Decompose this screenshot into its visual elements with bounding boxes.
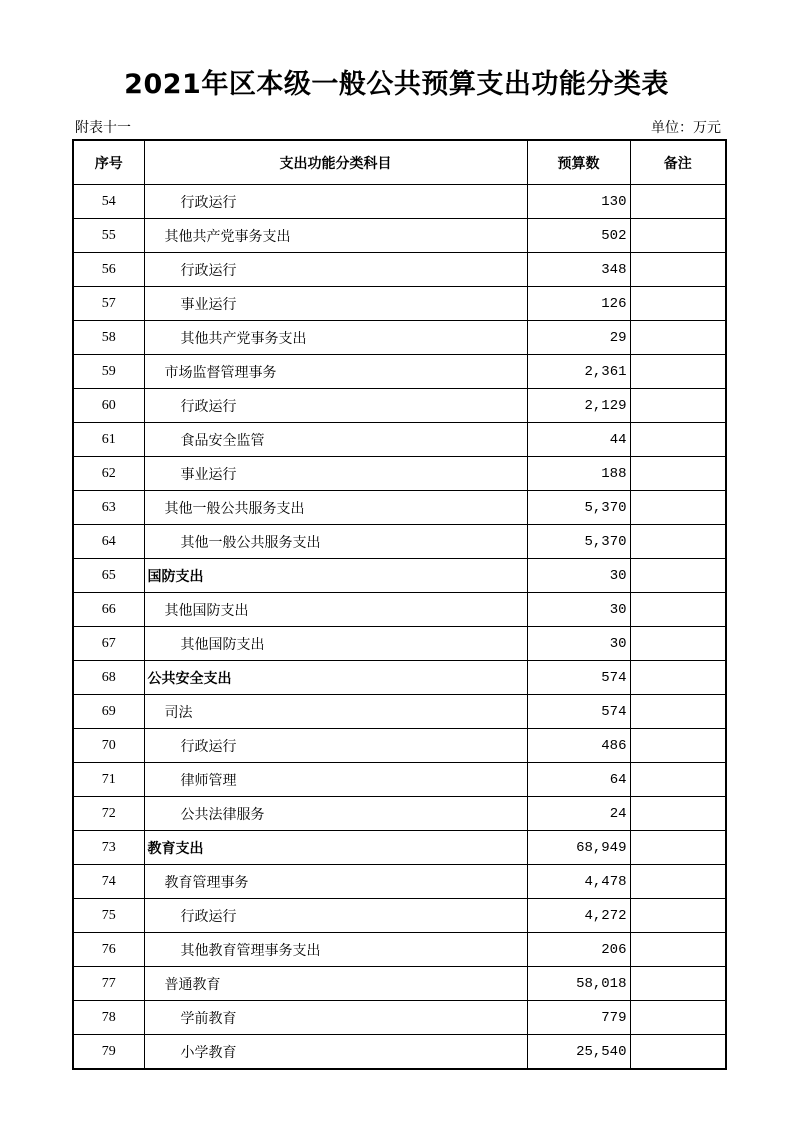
row-note	[630, 967, 726, 1001]
row-item: 行政运行	[144, 253, 527, 287]
row-seq: 64	[73, 525, 144, 559]
column-header-note: 备注	[630, 140, 726, 185]
table-row	[73, 627, 726, 661]
row-seq: 65	[73, 559, 144, 593]
row-item: 行政运行	[144, 729, 527, 763]
table-row	[73, 899, 726, 933]
row-item: 其他共产党事务支出	[144, 219, 527, 253]
table-row	[73, 933, 726, 967]
budget-table	[72, 139, 727, 1070]
row-seq: 77	[73, 967, 144, 1001]
row-amount: 64	[527, 763, 630, 797]
row-seq: 56	[73, 253, 144, 287]
row-note	[630, 389, 726, 423]
row-amount: 574	[527, 661, 630, 695]
row-item: 市场监督管理事务	[144, 355, 527, 389]
table-row	[73, 593, 726, 627]
row-seq: 55	[73, 219, 144, 253]
row-item: 学前教育	[144, 1001, 527, 1035]
row-amount: 574	[527, 695, 630, 729]
column-header-item: 支出功能分类科目	[144, 140, 527, 185]
row-item: 公共安全支出	[144, 661, 527, 695]
row-amount: 44	[527, 423, 630, 457]
row-seq: 70	[73, 729, 144, 763]
row-item: 行政运行	[144, 389, 527, 423]
row-seq: 57	[73, 287, 144, 321]
row-seq: 68	[73, 661, 144, 695]
row-amount: 348	[527, 253, 630, 287]
column-header-seq: 序号	[73, 140, 144, 185]
row-seq: 74	[73, 865, 144, 899]
row-item: 事业运行	[144, 457, 527, 491]
row-amount: 30	[527, 559, 630, 593]
table-row	[73, 355, 726, 389]
row-amount: 24	[527, 797, 630, 831]
row-item: 教育管理事务	[144, 865, 527, 899]
row-seq: 67	[73, 627, 144, 661]
table-row	[73, 491, 726, 525]
row-amount: 4,478	[527, 865, 630, 899]
row-item: 公共法律服务	[144, 797, 527, 831]
row-note	[630, 797, 726, 831]
row-item: 其他国防支出	[144, 627, 527, 661]
row-seq: 54	[73, 185, 144, 219]
row-note	[630, 355, 726, 389]
table-body	[73, 185, 726, 1070]
row-seq: 72	[73, 797, 144, 831]
row-amount: 779	[527, 1001, 630, 1035]
row-note	[630, 865, 726, 899]
table-row	[73, 831, 726, 865]
row-item: 小学教育	[144, 1035, 527, 1070]
row-amount: 68,949	[527, 831, 630, 865]
row-note	[630, 1001, 726, 1035]
table-row	[73, 423, 726, 457]
table-row	[73, 525, 726, 559]
row-note	[630, 253, 726, 287]
table-row	[73, 1001, 726, 1035]
header-row	[73, 140, 726, 185]
column-header-amount: 预算数	[527, 140, 630, 185]
row-item: 普通教育	[144, 967, 527, 1001]
row-seq: 63	[73, 491, 144, 525]
row-note	[630, 219, 726, 253]
row-amount: 2,129	[527, 389, 630, 423]
row-item: 食品安全监管	[144, 423, 527, 457]
annex-label: 附表十一	[75, 120, 131, 136]
row-note	[630, 559, 726, 593]
row-amount: 502	[527, 219, 630, 253]
row-seq: 61	[73, 423, 144, 457]
row-note	[630, 525, 726, 559]
row-seq: 58	[73, 321, 144, 355]
row-note	[630, 695, 726, 729]
unit-label: 单位：万元	[651, 120, 721, 136]
table-row	[73, 389, 726, 423]
table-row	[73, 661, 726, 695]
row-seq: 76	[73, 933, 144, 967]
row-note	[630, 763, 726, 797]
row-amount: 29	[527, 321, 630, 355]
row-note	[630, 423, 726, 457]
table-row	[73, 967, 726, 1001]
row-amount: 486	[527, 729, 630, 763]
row-note	[630, 1035, 726, 1070]
table-row	[73, 185, 726, 219]
row-item: 行政运行	[144, 899, 527, 933]
row-note	[630, 661, 726, 695]
row-note	[630, 321, 726, 355]
table-row	[73, 1035, 726, 1070]
table-row	[73, 763, 726, 797]
row-note	[630, 831, 726, 865]
row-note	[630, 593, 726, 627]
row-item: 其他一般公共服务支出	[144, 525, 527, 559]
row-item: 其他国防支出	[144, 593, 527, 627]
row-note	[630, 287, 726, 321]
row-amount: 5,370	[527, 525, 630, 559]
row-note	[630, 457, 726, 491]
row-seq: 71	[73, 763, 144, 797]
row-amount: 5,370	[527, 491, 630, 525]
table-row	[73, 219, 726, 253]
table-row	[73, 695, 726, 729]
table-row	[73, 865, 726, 899]
row-seq: 59	[73, 355, 144, 389]
row-note	[630, 899, 726, 933]
row-seq: 60	[73, 389, 144, 423]
table-row	[73, 321, 726, 355]
row-amount: 4,272	[527, 899, 630, 933]
table-row	[73, 457, 726, 491]
row-seq: 62	[73, 457, 144, 491]
row-amount: 58,018	[527, 967, 630, 1001]
table-row	[73, 797, 726, 831]
row-note	[630, 491, 726, 525]
row-item: 律师管理	[144, 763, 527, 797]
row-item: 事业运行	[144, 287, 527, 321]
row-amount: 2,361	[527, 355, 630, 389]
row-item: 司法	[144, 695, 527, 729]
row-amount: 206	[527, 933, 630, 967]
row-item: 国防支出	[144, 559, 527, 593]
row-amount: 25,540	[527, 1035, 630, 1070]
row-item: 教育支出	[144, 831, 527, 865]
row-seq: 73	[73, 831, 144, 865]
row-item: 其他一般公共服务支出	[144, 491, 527, 525]
row-amount: 30	[527, 627, 630, 661]
row-item: 其他共产党事务支出	[144, 321, 527, 355]
table-row	[73, 729, 726, 763]
row-amount: 188	[527, 457, 630, 491]
table-row	[73, 287, 726, 321]
row-note	[630, 933, 726, 967]
table-row	[73, 253, 726, 287]
row-seq: 75	[73, 899, 144, 933]
row-seq: 79	[73, 1035, 144, 1070]
row-amount: 130	[527, 185, 630, 219]
row-note	[630, 185, 726, 219]
row-seq: 66	[73, 593, 144, 627]
row-item: 其他教育管理事务支出	[144, 933, 527, 967]
row-note	[630, 729, 726, 763]
table-header	[73, 140, 726, 185]
table-row	[73, 559, 726, 593]
row-amount: 30	[527, 593, 630, 627]
row-seq: 78	[73, 1001, 144, 1035]
row-amount: 126	[527, 287, 630, 321]
row-seq: 69	[73, 695, 144, 729]
row-item: 行政运行	[144, 185, 527, 219]
row-note	[630, 627, 726, 661]
page-title: 2021年区本级一般公共预算支出功能分类表	[124, 69, 669, 100]
